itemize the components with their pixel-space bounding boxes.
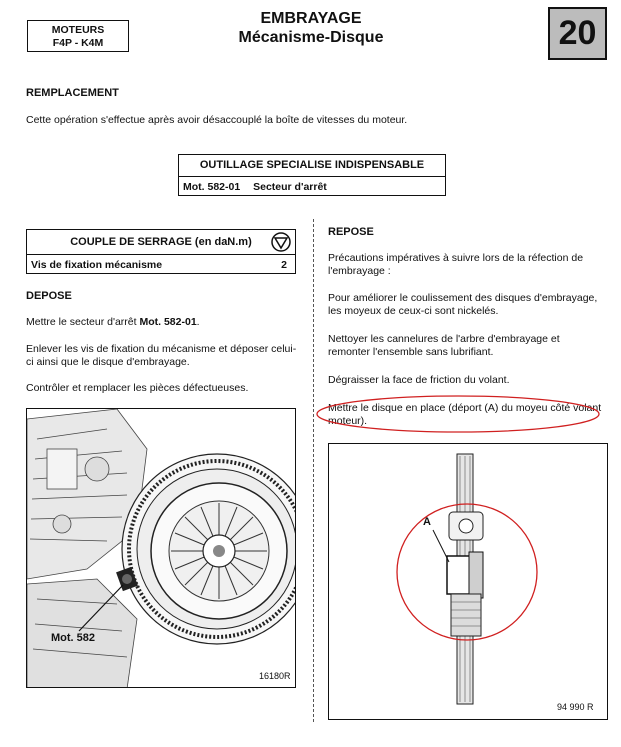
figure-left-ref: 16180R	[259, 671, 291, 681]
tooling-heading: OUTILLAGE SPECIALISE INDISPENSABLE	[179, 155, 445, 177]
column-divider	[313, 219, 315, 722]
figure-right-callout: A	[423, 516, 431, 528]
highlight-ellipse	[314, 393, 604, 435]
repose-step-3: Nettoyer les cannelures de l'arbre d'embrayage et remonter l'ensemble sans lubrifiant.	[328, 333, 560, 358]
disc-hub-drawing	[329, 444, 608, 720]
torque-row	[27, 255, 295, 275]
tooling-ref: Mot. 582-01	[183, 181, 241, 193]
chapter-subtitle: Mécanisme-Disque	[238, 29, 384, 46]
models-label: MOTEURS	[51, 24, 105, 36]
repose-step-2: Pour améliorer le coulissement des disques d'embrayage, les moyeux de ceux-ci sont nickelés.	[328, 292, 598, 317]
repose-heading: REPOSE	[328, 226, 374, 238]
depose-step-1-text: Mettre le secteur d'arrêt	[26, 316, 140, 328]
torque-box	[26, 229, 296, 274]
torque-wrench-icon	[271, 232, 291, 252]
models-codes: F4P - K4M	[52, 37, 104, 49]
repose-step-1: Précautions impératives à suivre lors de la réfection de l'embrayage :	[328, 252, 584, 277]
depose-step-1-tool: Mot. 582-01	[139, 316, 197, 328]
engine-models-box	[27, 20, 129, 52]
torque-item-label: Vis de fixation mécanisme	[31, 259, 163, 271]
chapter-title: EMBRAYAGE	[260, 10, 362, 27]
replacement-heading: REMPLACEMENT	[26, 87, 119, 99]
replacement-text: Cette opération s'effectue après avoir désaccouplé la boîte de vitesses du moteur.	[26, 114, 408, 126]
figure-right-ref: 94 990 R	[557, 702, 594, 712]
figure-clutch-removal	[26, 408, 296, 688]
torque-item-value: 2	[281, 259, 287, 271]
page-title	[180, 10, 442, 48]
figure-left-callout: Mot. 582	[51, 632, 96, 644]
torque-heading: COUPLE DE SERRAGE (en daN.m)	[70, 236, 252, 248]
depose-step-1	[26, 316, 301, 329]
depose-step-3: Contrôler et remplacer les pièces défectueuses.	[26, 382, 249, 394]
depose-step-2: Enlever les vis de fixation du mécanisme et déposer celui-ci ainsi que le disque d'embrayage.	[26, 343, 297, 368]
depose-step-1-end: .	[196, 316, 200, 328]
clutch-drawing	[27, 409, 296, 688]
tooling-box	[178, 154, 446, 196]
torque-header	[27, 230, 295, 255]
figure-disc-offset	[328, 443, 608, 720]
tooling-row	[179, 177, 445, 197]
section-number: 20	[548, 7, 607, 60]
depose-heading: DEPOSE	[26, 290, 72, 302]
tooling-name: Secteur d'arrêt	[253, 181, 327, 193]
repose-step-4: Dégraisser la face de friction du volant.	[328, 374, 510, 386]
repose-step-5: Mettre le disque en place (déport (A) du moyeu côté volant moteur).	[328, 402, 602, 427]
